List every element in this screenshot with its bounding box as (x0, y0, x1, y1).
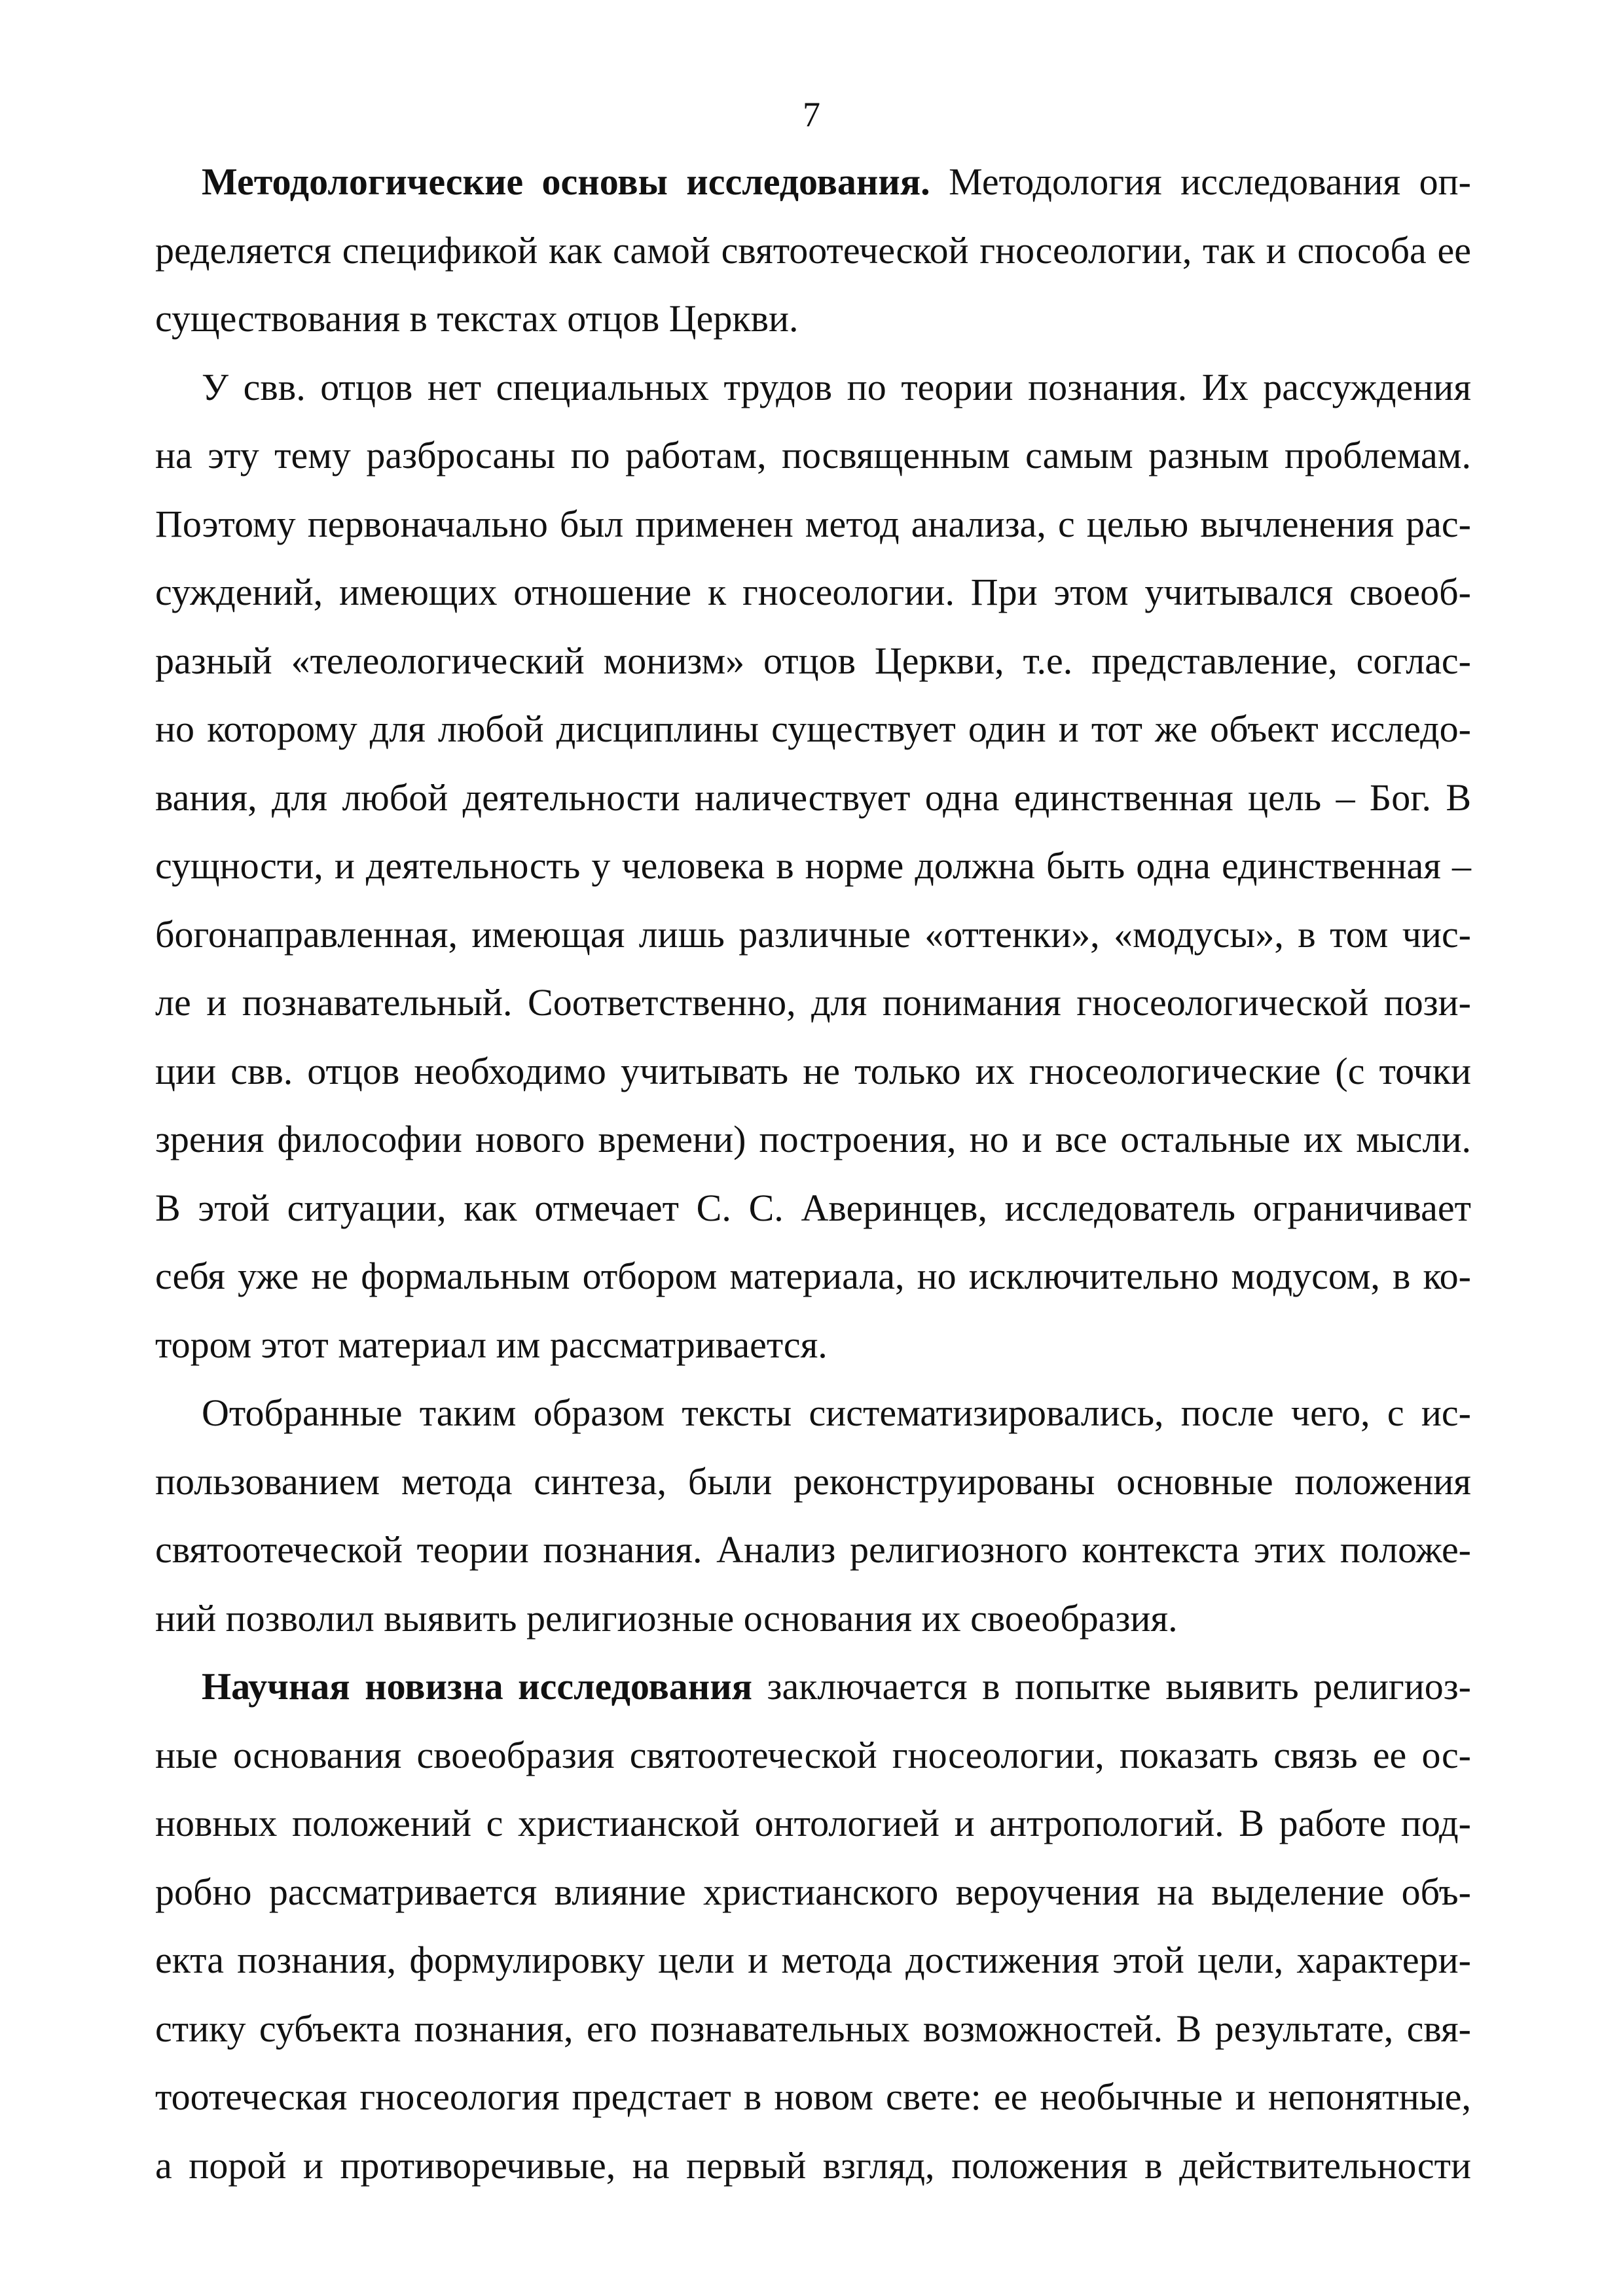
text-line: новных положений с христианской онтологией и антропологий. В работе под- (155, 1802, 1471, 1844)
text-line: ний позволил выявить религиозные основания их своеобразия. (155, 1596, 1178, 1640)
text-line: себя уже не формальным отбором материала, но исключительно модусом, в ко- (155, 1255, 1471, 1297)
section-heading-methodology: Методологические основы исследования. (202, 160, 930, 203)
text-line: ные основания своеобразия святоотеческой гносеологии, показать связь ее ос- (155, 1733, 1471, 1776)
text-line: стику субъекта познания, его познавательных возможностей. В результате, свя- (155, 2007, 1471, 2050)
text-line: вания, для любой деятельности наличествует одна единственная цель – Бог. В (155, 776, 1471, 819)
text-line: робно рассматривается влияние христианского вероучения на выделение объ- (155, 1870, 1471, 1913)
text-line (155, 148, 1471, 217)
text-line: разный «телеологический монизм» отцов Церкви, т.е. представление, соглас- (155, 639, 1471, 682)
text-line: зрения философии нового времени) построения, но и все остальные их мысли. (155, 1118, 1471, 1160)
text-line (155, 1653, 1471, 1721)
text-line-content: Методология исследования оп- (930, 160, 1471, 203)
text-line-content: заключается в попытке выявить религиоз- (752, 1665, 1471, 1708)
text-line: ределяется спецификой как самой святоотеческой гносеологии, так и способа ее (155, 228, 1471, 272)
text-line: существования в текстах отцов Церкви. (155, 297, 799, 340)
text-line: У свв. отцов нет специальных трудов по теории познания. Их рассуждения (202, 365, 1471, 408)
text-line: богонаправленная, имеющая лишь различные «оттенки», «модусы», в том чис- (155, 912, 1471, 956)
paragraph-fathers-texts (155, 353, 1471, 1380)
section-heading-novelty: Научная новизна исследования (202, 1665, 753, 1708)
text-line: пользованием метода синтеза, были реконструированы основные положения (155, 1460, 1471, 1503)
text-line: на эту тему разбросаны по работам, посвященным самым разным проблемам. (155, 434, 1471, 476)
text-line: Поэтому первоначально был применен метод анализа, с целью вычленения рас- (155, 502, 1471, 545)
paragraph-novelty (155, 1653, 1471, 2200)
body-text (155, 148, 1471, 2200)
text-line: но которому для любой дисциплины существует один и тот же объект исследо- (155, 708, 1471, 750)
paragraph-synthesis (155, 1379, 1471, 1653)
text-line: тоотеческая гносеология предстает в новом свете: ее необычные и непонятные, (155, 2075, 1471, 2118)
text-line: святоотеческой теории познания. Анализ религиозного контекста этих положе- (155, 1528, 1471, 1571)
text-line: сущности, и деятельность у человека в норме должна быть одна единственная – (155, 844, 1471, 887)
text-line: тором этот материал им рассматривается. (155, 1323, 828, 1366)
paragraph-methodology (155, 148, 1471, 353)
text-line: Отобранные таким образом тексты систематизировались, после чего, с ис- (202, 1391, 1471, 1434)
page-number: 7 (803, 95, 820, 134)
text-line: а порой и противоречивые, на первый взгляд, положения в действительности (155, 2144, 1471, 2187)
text-line: ции свв. отцов необходимо учитывать не только их гносеологические (с точки (155, 1049, 1471, 1092)
text-line: В этой ситуации, как отмечает С. С. Аверинцев, исследователь ограничивает (155, 1186, 1471, 1229)
text-line: ле и познавательный. Соответственно, для понимания гносеологической пози- (155, 981, 1471, 1024)
text-line: екта познания, формулировку цели и метода достижения этой цели, характери- (155, 1939, 1471, 1981)
text-line: суждений, имеющих отношение к гносеологии. При этом учитывался своеоб- (155, 571, 1471, 613)
